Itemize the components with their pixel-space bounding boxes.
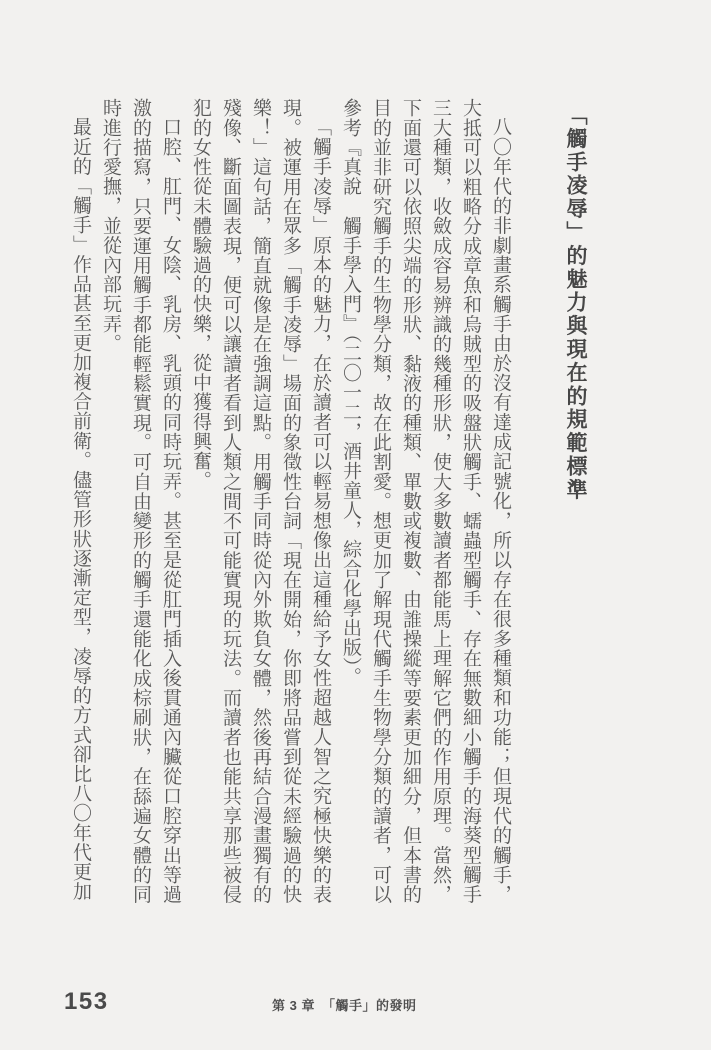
section-title: 「觸手凌辱」的魅力與現在的規範標準 [564,104,587,502]
paragraph-1: 八〇年代的非劇畫系觸手由於沒有達成記號化，所以存在很多種類和功能；但現代的觸手，大抵可以粗略分成章魚和烏賊型的吸盤狀觸手、蠕蟲型觸手、存在無數細小觸手的海葵型觸手三大種類，收斂成容易辨識的幾種形狀，使大多數讀者都能馬上理解它們的作用原理。當然，下面還可以依照尖端的形狀、黏液的種類、單數或複數、由誰操縱等要素更加細分，但本書的目的並非研究觸手的生物學分類，故在此割愛。想更加了解現代觸手生物學分類的讀者，可以參考『真說 觸手學入門』（二〇一二，酒井童人，綜合化學出版）。 [340,98,511,904]
page-number: 153 [64,988,109,1015]
paragraph-4: 最近的「觸手」作品甚至更加複合前衛。儘管形狀逐漸定型，凌辱的方式卻比八〇年代更加 [70,117,91,901]
paragraph-3: 口腔、肛門、女陰、乳房、乳頭的同時玩弄。甚至是從肛門插入後貫通內臟從口腔穿出等過激的描寫，只要運用觸手都能輕鬆實現。可自由變形的觸手還能化成棕刷狀，在舔遍女體的同時進行愛撫，並從內部玩弄。 [100,98,181,904]
paragraph-2: 「觸手凌辱」原本的魅力，在於讀者可以輕易想像出這種給予女性超越人智之究極快樂的表現。被運用在眾多「觸手凌辱」場面的象徵性台詞「現在開始，你即將品嘗到從未經驗過的快樂！」這句話，簡直就像是在強調這點。用觸手同時從內外欺負女體，然後再結合漫畫獨有的殘像、斷面圖表現，便可以讓讀者看到人類之間不可能實現的玩法。而讀者也能共享那些被侵犯的女性從未體驗過的快樂，從中獲得興奮。 [190,98,331,904]
chapter-running-head: 第 3 章 「觸手」的發明 [272,998,417,1013]
body-text [65,98,515,904]
